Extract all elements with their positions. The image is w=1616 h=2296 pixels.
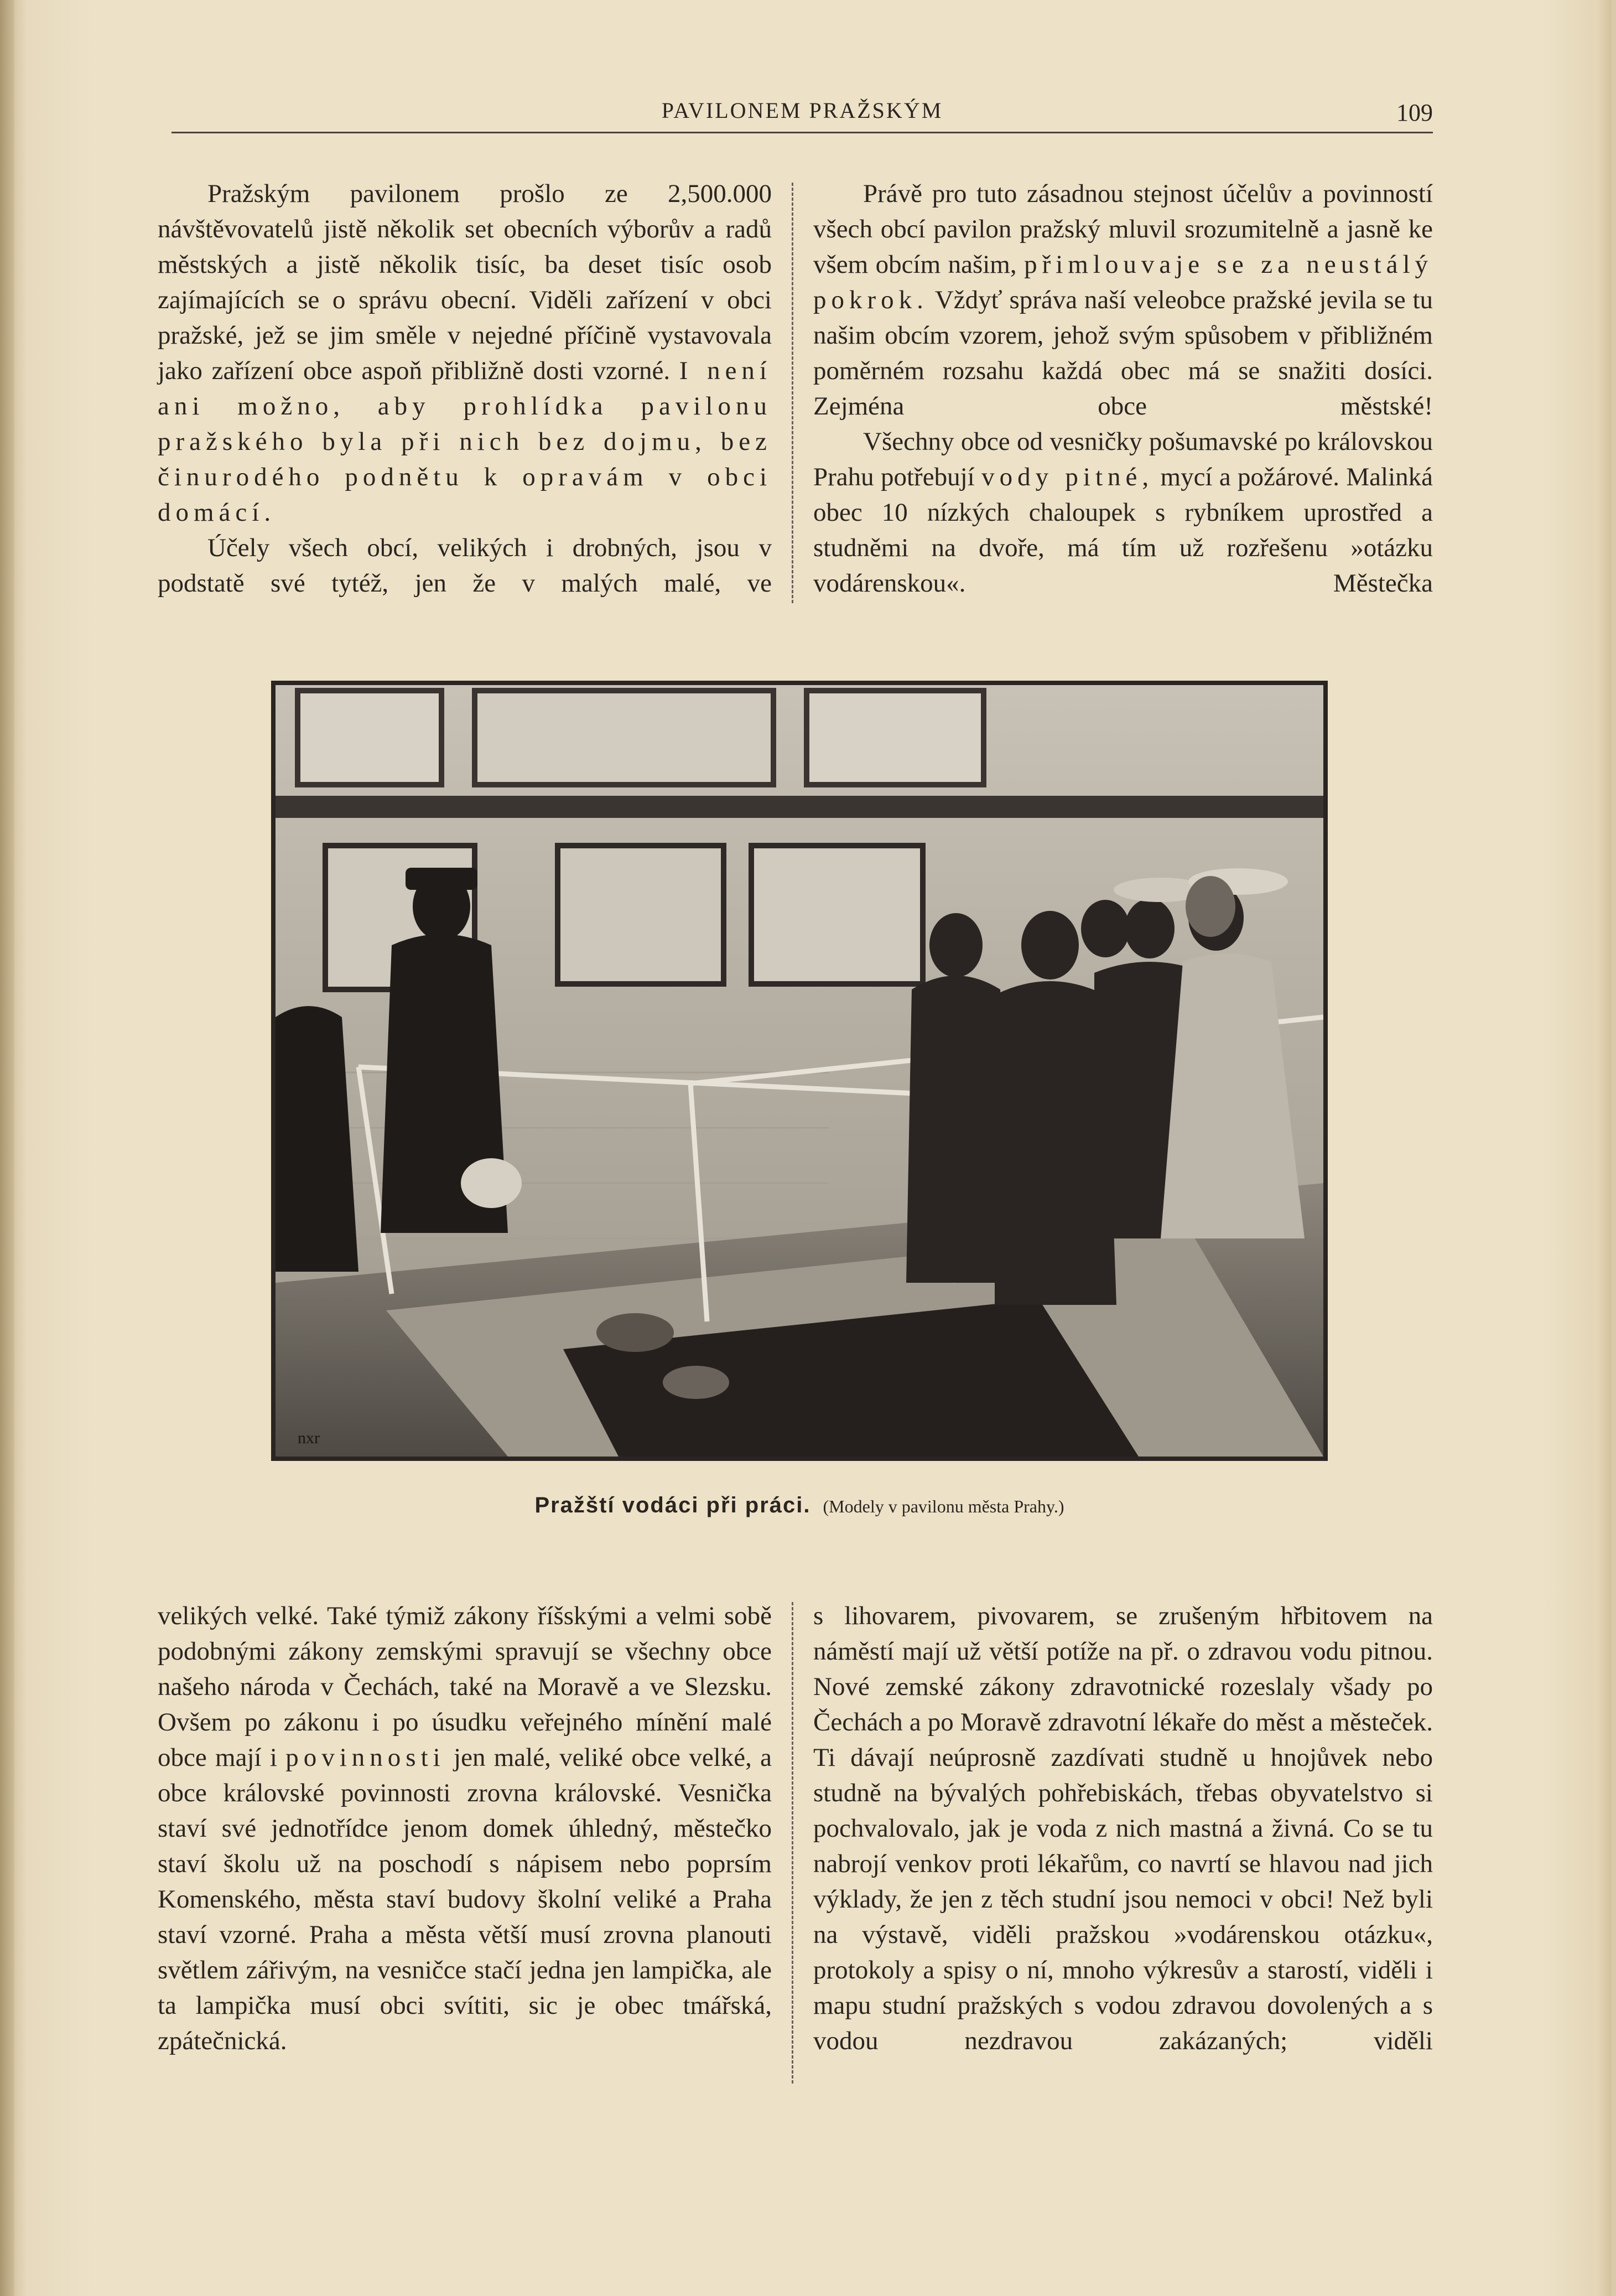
paragraph-text: Všechny obce od vesničky pošumavské po královskou Prahu potřebují (813, 427, 1433, 491)
paragraph-text: Právě pro tuto zásadnou stejnost účelův a povinností všech obcí pavilon pražský mluvil srozumitelně a jasně ke všem obcím našim, (813, 179, 1433, 279)
paragraph (813, 176, 1433, 424)
book-spine-shadow (0, 0, 14, 2296)
page-number: 109 (1396, 99, 1433, 126)
framed-picture (475, 691, 773, 785)
framed-picture (298, 691, 441, 785)
pipe-end (663, 1366, 729, 1399)
running-header (172, 93, 1433, 133)
paragraph-text: Pražským pavilonem prošlo ze 2,500.000 návštěvovatelů jistě několik set obecních výborův a radů městských a jistě několik tisíc, ba deset tisíc osob zajímajících se o správu obecní. Viděli zařízení v obci pražské, jež se jim směle v nejedné příčině vystavovala jako zařízení obce aspoň přibližně dosti vzorné. (158, 179, 772, 385)
spaced-emphasis: povinnosti (285, 1743, 445, 1772)
paragraph: s lihovarem, pivovarem, se zrušeným hřbitovem na náměstí mají už větší potíže na př. o zdravou vodu pitnou. Nové zemské zákony zdravotnické rozeslaly všady po Čechách a po Moravě zdravotní lékaře do měst a městeček. Ti dávají neúprosně zazdívati studně u hnojůvek nebo studně na bývalých pohřebiskách, třebas obyvatelstvo si pochvalovalo, jak je voda z nich mastná a živná. Co se tu nabrojí venkov proti lékařům, co navrtí se hlavou nad jich výklady, že jen z těch studní jsou nemoci v obci! Než byli na výstavě, viděli pražskou »vodárenskou otázku«, protokoly a spisy o ní, mnoho výkresův a starostí, viděli i mapu studní pražských s vodou zdravou dovolených a s vodou nezdravou zakázaných; viděli (813, 1602, 1433, 2055)
column-right-top (813, 176, 1433, 601)
column-left-bottom (158, 1598, 772, 2059)
spaced-emphasis: I není ani možno, aby prohlídka pavilonu pražského byla při nich bez dojmu, bez činurodého podnětu k opravám v obci domácí. (158, 356, 772, 527)
artist-signature: nxr (298, 1429, 320, 1447)
running-title: PAVILONEM PRAŽSKÝM (661, 98, 943, 123)
framed-picture (558, 846, 724, 984)
spaced-emphasis: vody pitné, (981, 463, 1154, 491)
column-divider (792, 1602, 793, 2083)
paragraph-text: velikých velké. Také týmiž zákony říšskými a velmi sobě podobnými zákony zemskými spravují se všechny obce našeho národa v Čechách, také na Moravě a ve Slezsku. Ovšem po zákonu i po úsudku veřejného mínění malé obce mají i (158, 1602, 772, 1772)
paragraph: Účely všech obcí, velikých i drobných, jsou v podstatě své tytéž, jen že v malých malé, ve (158, 533, 772, 598)
column-divider (792, 183, 793, 603)
pipe-end (596, 1313, 674, 1352)
lady-face (1186, 876, 1235, 937)
bucket (461, 1158, 522, 1208)
caption-note: (Modely v pavilonu města Prahy.) (823, 1496, 1064, 1516)
paragraph-text: Vždyť správa naší veleobce pražské jevila se tu našim obcím vzorem, jehož svým spůsobem v přibližném poměrném rozsahu každá obec má se snažiti dosíci. Zejména obce městské! (813, 286, 1433, 421)
photograph-illustration (276, 685, 1323, 1457)
paragraph (158, 176, 772, 530)
paragraph (158, 1598, 772, 2059)
spaced-emphasis: přimlouvaje se za neustálý pokrok. (813, 250, 1433, 314)
column-right-bottom (813, 1598, 1433, 2059)
column-left-top (158, 176, 772, 601)
paragraph-text: jen malé, veliké obce velké, a obce královské povinnosti zrovna královské. Vesnička staví své jednotřídce jenom domek úhledný, městečko staví školu už na poschodí s nápisem nebo poprsím Komenského, města staví budovy školní veliké a Praha staví vzorné. Praha a města větší musí zrovna planouti světlem zářivým, na vesničce stačí jedna jen lampička, ale ta lampička musí obci svítiti, sic je obec tmářská, zpátečnická. (158, 1743, 772, 2055)
molding (276, 796, 1323, 818)
paragraph (813, 424, 1433, 601)
caption-title: Pražští vodáci při práci. (534, 1493, 811, 1517)
paragraph-text: mycí a požárové. Malinká obec 10 nízkých chaloupek s rybníkem uprostřed a studněmi na dvoře, má tím už rozřešenu »otázku vodárenskou«. Městečka (813, 463, 1433, 598)
photograph-water-workers (271, 681, 1328, 1461)
framed-picture (807, 691, 984, 785)
framed-picture (751, 846, 923, 984)
figure-caption (271, 1493, 1328, 1518)
